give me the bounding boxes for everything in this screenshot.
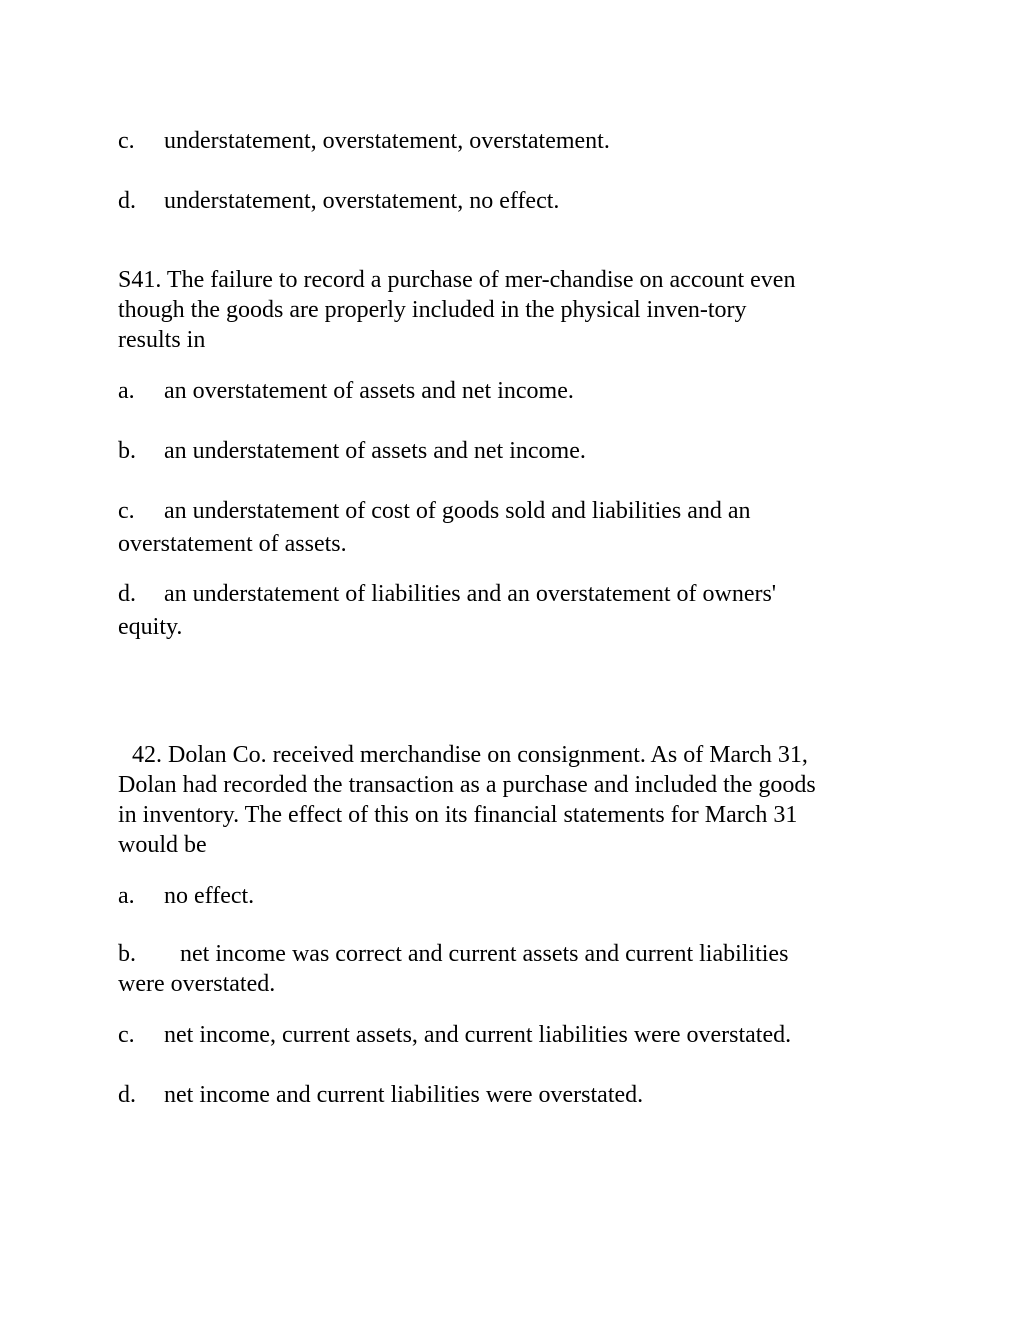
option-text: understatement, overstatement, overstatement. (164, 128, 610, 154)
option-letter: a. (118, 378, 135, 404)
question-41-option-b (118, 436, 900, 466)
question-41-option-c (118, 496, 900, 526)
question-42-option-c (118, 1020, 900, 1050)
question-42-option-a (118, 881, 900, 911)
question-42-stem-line-4: would be (118, 832, 207, 858)
option-letter: b. (118, 941, 136, 967)
option-letter: d. (118, 1082, 136, 1108)
question-42-option-b (118, 939, 900, 969)
option-letter: d. (118, 188, 136, 214)
option-letter: a. (118, 883, 135, 909)
question-42-option-d (118, 1080, 900, 1110)
option-text: net income and current liabilities were overstated. (164, 1082, 644, 1108)
question-41-option-c-continued: overstatement of assets. (118, 531, 347, 557)
question-42-stem-line-1: 42. Dolan Co. received merchandise on consignment. As of March 31, (132, 742, 808, 768)
question-41-option-d-continued: equity. (118, 614, 183, 640)
question-41-stem-line-3: results in (118, 327, 206, 353)
question-42-stem-line-3: in inventory. The effect of this on its financial statements for March 31 (118, 802, 798, 828)
option-text: net income, current assets, and current liabilities were overstated. (164, 1022, 792, 1048)
option-text: an overstatement of assets and net income. (164, 378, 574, 404)
option-text: an understatement of liabilities and an overstatement of owners' (164, 581, 777, 607)
option-c-prev (118, 126, 900, 156)
option-letter: c. (118, 1022, 135, 1048)
option-letter: c. (118, 128, 135, 154)
question-41-stem-line-1: S41. The failure to record a purchase of mer-chandise on account even (118, 267, 796, 293)
question-41-stem-line-2: though the goods are properly included in the physical inven-tory (118, 297, 747, 323)
option-text: understatement, overstatement, no effect. (164, 188, 560, 214)
option-letter: b. (118, 438, 136, 464)
option-text: no effect. (164, 883, 255, 909)
option-text: an understatement of cost of goods sold and liabilities and an (164, 498, 751, 524)
question-41-option-d (118, 579, 900, 609)
option-letter: d. (118, 581, 136, 607)
option-d-prev (118, 186, 900, 216)
option-text: net income was correct and current assets and current liabilities (180, 941, 789, 967)
option-text: an understatement of assets and net income. (164, 438, 586, 464)
question-42-option-b-continued: were overstated. (118, 971, 276, 997)
question-42-stem-line-2: Dolan had recorded the transaction as a purchase and included the goods (118, 772, 816, 798)
question-41-option-a (118, 376, 900, 406)
option-letter: c. (118, 498, 135, 524)
